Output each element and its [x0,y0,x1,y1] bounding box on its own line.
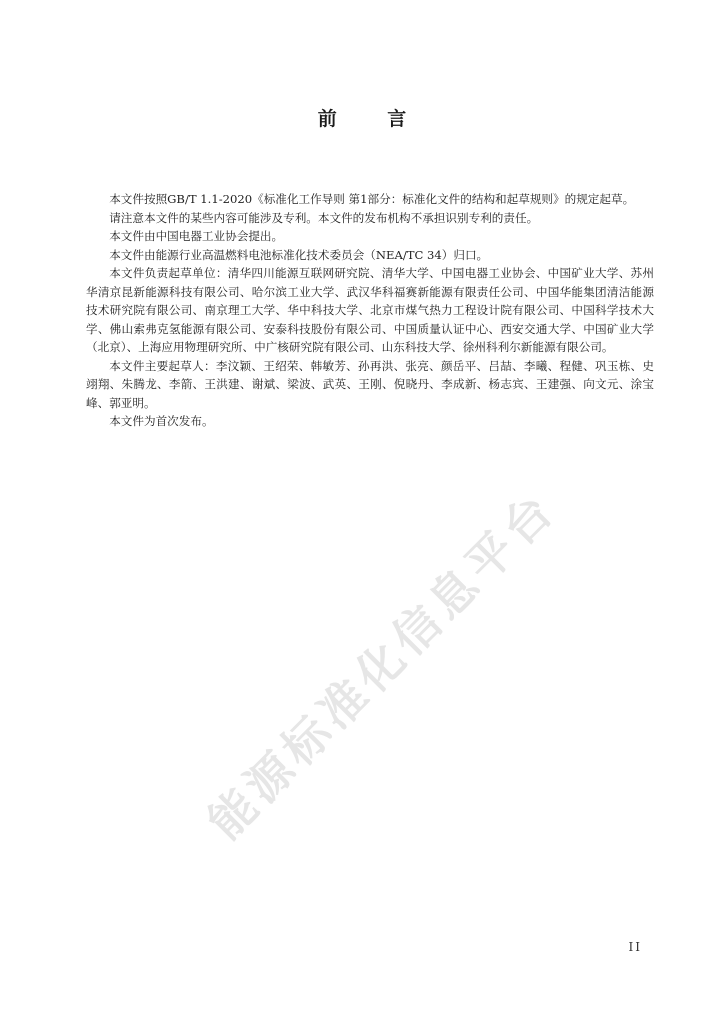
page-number: II [628,940,642,954]
paragraph-drafting-organizations: 本文件负责起草单位：清华四川能源互联网研究院、清华大学、中国电器工业协会、中国矿业大学、苏州华清京昆新能源科技有限公司、哈尔滨工业大学、武汉华科福赛新能源有限责任公司、中国华能集团清洁能源技术研究院有限公司、南京理工大学、华中科技大学、北京市煤气热力工程设计院有限公司、中国科学技术大学、佛山索弗克氢能源有限公司、安泰科技股份有限公司、中国质量认证中心、西安交通大学、中国矿业大学（北京）、上海应用物理研究所、中广核研究院有限公司、山东科技大学、徐州科利尔新能源有限公司。 [86,266,654,354]
watermark: 能源标准化信息平台 [197,480,567,850]
paragraph-responsible-committee: 本文件由能源行业高温燃料电池标准化技术委员会（NEA/TC 34）归口。 [109,247,489,262]
paragraph-drafting-rules: 本文件按照GB/T 1.1-2020《标准化工作导则 第1部分：标准化文件的结构和起草规则》的规定起草。 [109,192,635,206]
page-title: 前 言 [317,108,429,130]
paragraph-patent-notice: 请注意本文件的某些内容可能涉及专利。本文件的发布机构不承担识别专利的责任。 [109,210,539,225]
foreword-body [86,190,654,431]
paragraph-proposed-by: 本文件由中国电器工业协会提出。 [109,229,284,243]
paragraph-drafters: 本文件主要起草人：李汶颖、王绍荣、韩敏芳、孙再洪、张亮、颜岳平、吕喆、李曦、程健、巩玉栋、史翊翔、朱腾龙、李箭、王洪建、谢斌、梁波、武英、王刚、倪晓丹、李成新、杨志宾、王建强、向文元、涂宝峰、郭亚明。 [86,358,654,410]
paragraph-first-release: 本文件为首次发布。 [109,414,214,428]
